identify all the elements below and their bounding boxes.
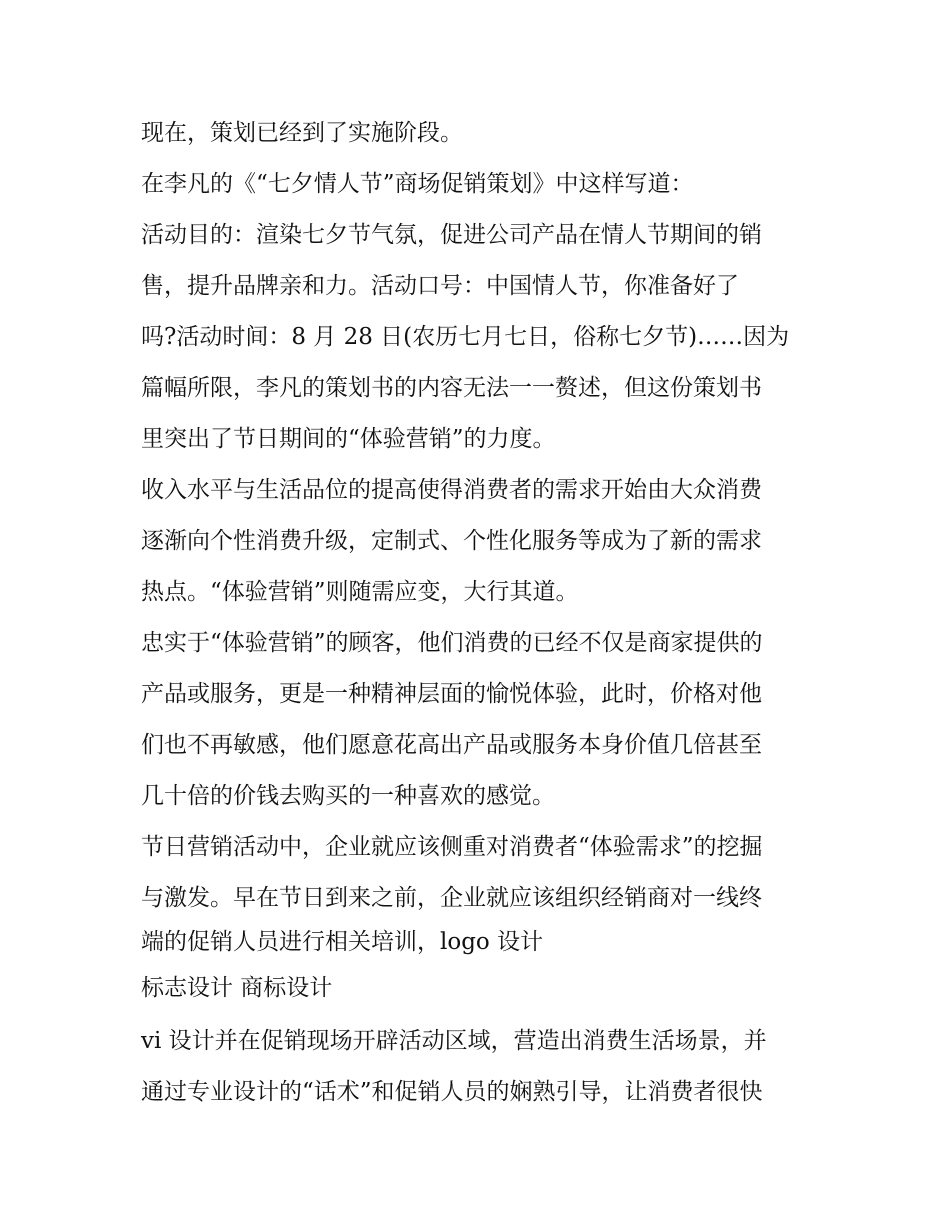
text-line: 几十倍的价钱去购买的一种喜欢的感觉。 <box>141 783 555 809</box>
text-line: 节日营销活动中，企业就应该侧重对消费者“体验需求”的挖掘 <box>141 834 763 860</box>
text-line: 标志设计 商标设计 <box>141 975 333 1001</box>
text-line: vi 设计并在促销现场开辟活动区域，营造出消费生活场景，并 <box>141 1028 767 1054</box>
text-line: 端的促销人员进行相关培训，logo 设计 <box>141 929 544 955</box>
text-line: 在李凡的《“七夕情人节”商场促销策划》中这样写道： <box>141 171 694 197</box>
text-line: 通过专业设计的“话术”和促销人员的娴熟引导，让消费者很快 <box>141 1079 763 1105</box>
text-line: 逐渐向个性消费升级，定制式、个性化服务等成为了新的需求 <box>141 528 762 554</box>
text-line: 里突出了节日期间的“体验营销”的力度。 <box>141 426 556 452</box>
text-line: 热点。“体验营销”则随需应变，大行其道。 <box>141 579 579 605</box>
text-line: 售，提升品牌亲和力。活动口号：中国情人节，你准备好了 <box>141 273 739 299</box>
text-line: 篇幅所限，李凡的策划书的内容无法一一赘述，但这份策划书 <box>141 375 762 401</box>
article-body <box>141 108 821 1118</box>
text-line: 吗?活动时间：8 月 28 日(农历七月七日，俗称七夕节)……因为 <box>141 324 790 350</box>
text-line: 产品或服务，更是一种精神层面的愉悦体验，此时，价格对他 <box>141 681 762 707</box>
text-line: 们也不再敏感，他们愿意花高出产品或服务本身价值几倍甚至 <box>141 732 762 758</box>
text-line: 与激发。早在节日到来之前，企业就应该组织经销商对一线终 <box>141 885 762 911</box>
text-line: 现在，策划已经到了实施阶段。 <box>141 120 463 146</box>
text-line: 收入水平与生活品位的提高使得消费者的需求开始由大众消费 <box>141 477 762 503</box>
text-line: 忠实于“体验营销”的顾客，他们消费的已经不仅是商家提供的 <box>141 630 763 656</box>
text-line: 活动目的：渲染七夕节气氛，促进公司产品在情人节期间的销 <box>141 222 762 248</box>
